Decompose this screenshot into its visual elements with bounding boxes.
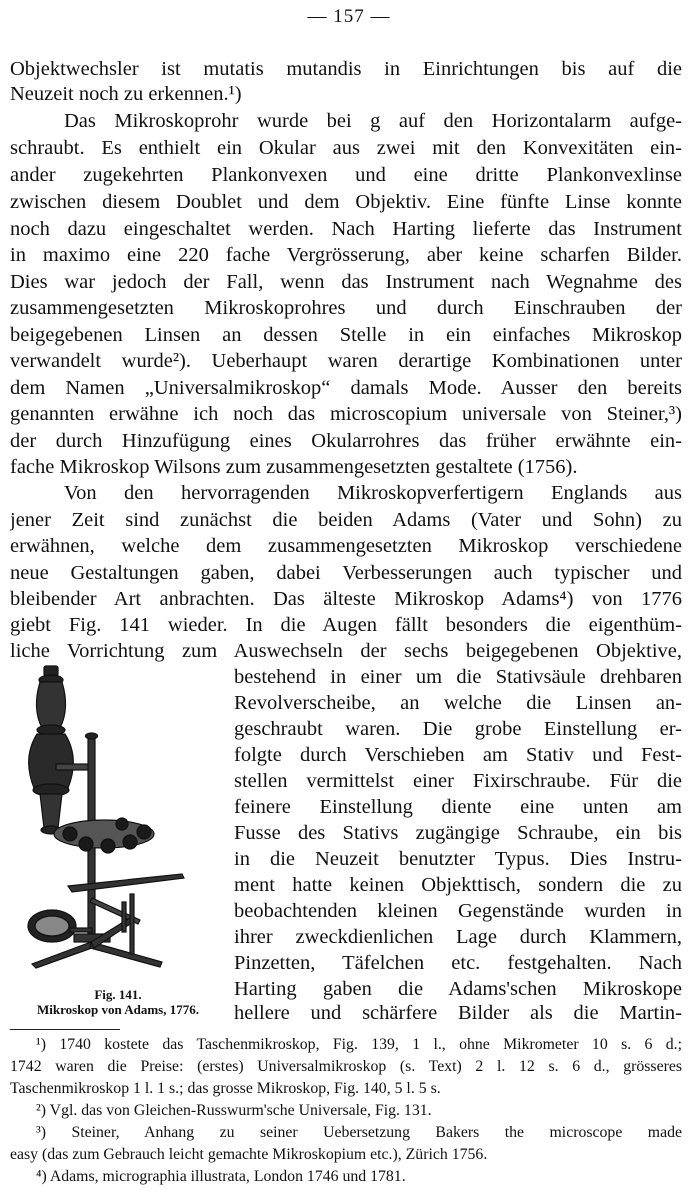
footnote-line: Taschenmikroskop 1 l. 1 s.; das grosse Mikroskop, Fig. 140, 5 l. 5 s.: [10, 1080, 441, 1097]
body-line: in maximo eine 220 fache Vergrösserung, aber keine scharfen Bilder.: [10, 244, 682, 266]
body-line: ander zugekehrten Plankonvexen und eine dritte Plankonvexlinse: [10, 164, 682, 186]
body-line: Neuzeit noch zu erkennen.¹): [10, 83, 242, 105]
side-line: hellere und schärfere Bilder als die Martin-: [234, 1002, 682, 1024]
body-line: verwandelt wurde²). Ueberhaupt waren derartige Kombinationen unter: [10, 350, 682, 372]
side-line: feinere Einstellung diente eine unten am: [234, 796, 682, 818]
footnote-line: easy (das zum Gebrauch leicht gemachte Mikroskopium etc.), Zürich 1756.: [10, 1146, 488, 1163]
body-line: Von den hervorragenden Mikroskopverfertigern Englands aus: [64, 482, 682, 504]
side-line: beobachtenden kleinen Gegenstände wurden in: [234, 900, 682, 922]
figure-label: Fig. 141.: [94, 987, 142, 1002]
footnote-line: ²) Vgl. das von Gleichen-Russwurm'sche Universale, Fig. 131.: [36, 1102, 432, 1119]
body-line: fache Mikroskop Wilsons zum zusammengesetzten gestaltete (1756).: [10, 456, 578, 478]
footnote-divider: [10, 1029, 120, 1030]
body-line: jener Zeit sind zunächst die beiden Adams (Vater und Sohn) zu: [10, 509, 682, 531]
body-line: noch dazu eingeschaltet werden. Nach Harting lieferte das Instrument: [10, 218, 682, 240]
body-line: zusammengesetzten Mikroskoprohres und durch Einschrauben der: [10, 297, 682, 319]
body-line: dem Namen „Universalmikroskop“ damals Mode. Ausser den bereits: [10, 377, 682, 399]
side-line: stellen vermittelst einer Fixirschraube. Für die: [234, 770, 682, 792]
footnote-line: 1742 waren die Preise: (erstes) Universalmikroskop (s. Text) 2 l. 12 s. 6 d., grösseres: [10, 1058, 682, 1075]
body-line: bleibender Art anbrachten. Das älteste Mikroskop Adams⁴) von 1776: [10, 588, 682, 610]
body-line: erwähnen, welche dem zusammengesetzten Mikroskop verschiedene: [10, 535, 682, 557]
body-line: genannten erwähne ich noch das microscopium universale von Steiner,³): [10, 403, 682, 425]
body-line: Das Mikroskoprohr wurde bei g auf den Horizontalarm aufge-: [64, 110, 682, 132]
side-line: geschraubt waren. Die grobe Einstellung er-: [234, 718, 682, 740]
side-line: Harting gaben die Adams'schen Mikroskope: [234, 978, 682, 1000]
body-line: der durch Hinzufügung eines Okularrohres das früher erwähnte ein-: [10, 430, 682, 452]
side-line: in die Neuzeit benutzter Typus. Dies Instru-: [234, 848, 682, 870]
side-line: folgte durch Verschieben am Stativ und Fest-: [234, 744, 682, 766]
side-line: ihrer zweckdienlichen Lage durch Klammern,: [234, 926, 682, 948]
figure-caption: Mikroskop von Adams, 1776.: [37, 1002, 199, 1017]
side-line: Pinzetten, Täfelchen etc. festgehalten. Nach: [234, 952, 682, 974]
side-line: ment hatte keinen Objekttisch, sondern die zu: [234, 874, 682, 896]
body-line: Objektwechsler ist mutatis mutandis in Einrichtungen bis auf die: [10, 58, 682, 80]
footnote-line: ³) Steiner, Anhang zu seiner Uebersetzung Bakers the microscope made: [36, 1124, 682, 1141]
body-line: giebt Fig. 141 wieder. In die Augen fällt besonders die eigenthüm-: [10, 614, 682, 636]
microscope-engraving: [12, 658, 222, 978]
footnote-line: ¹) 1740 kostete das Taschenmikroskop, Fig. 139, 1 l., ohne Mikrometer 10 s. 6 d.;: [36, 1036, 682, 1053]
body-line: liche Vorrichtung zum Auswechseln der sechs beigegebenen Objektive,: [10, 640, 682, 662]
body-line: zwischen diesem Doublet und dem Objektiv. Eine fünfte Linse konnte: [10, 191, 682, 213]
side-line: bestehend in einer um die Stativsäule drehbaren: [234, 666, 682, 688]
side-line: Revolverscheibe, an welche die Linsen an-: [234, 692, 682, 714]
page-number: — 157 —: [307, 6, 391, 27]
body-line: beigegebenen Linsen an dessen Stelle in ein einfaches Mikroskop: [10, 324, 682, 346]
body-line: neue Gestaltungen gaben, dabei Verbesserungen auch typischer und: [10, 562, 682, 584]
body-line: Dies war jedoch der Fall, wenn das Instrument nach Wegnahme des: [10, 271, 682, 293]
body-line: schraubt. Es enthielt ein Okular aus zwei mit den Konvexitäten ein-: [10, 137, 682, 159]
footnote-line: ⁴) Adams, micrographia illustrata, London 1746 und 1781.: [36, 1168, 406, 1185]
side-line: Fusse des Stativs zugängige Schraube, ein bis: [234, 822, 682, 844]
figure-microscope-illustration: [12, 658, 222, 978]
